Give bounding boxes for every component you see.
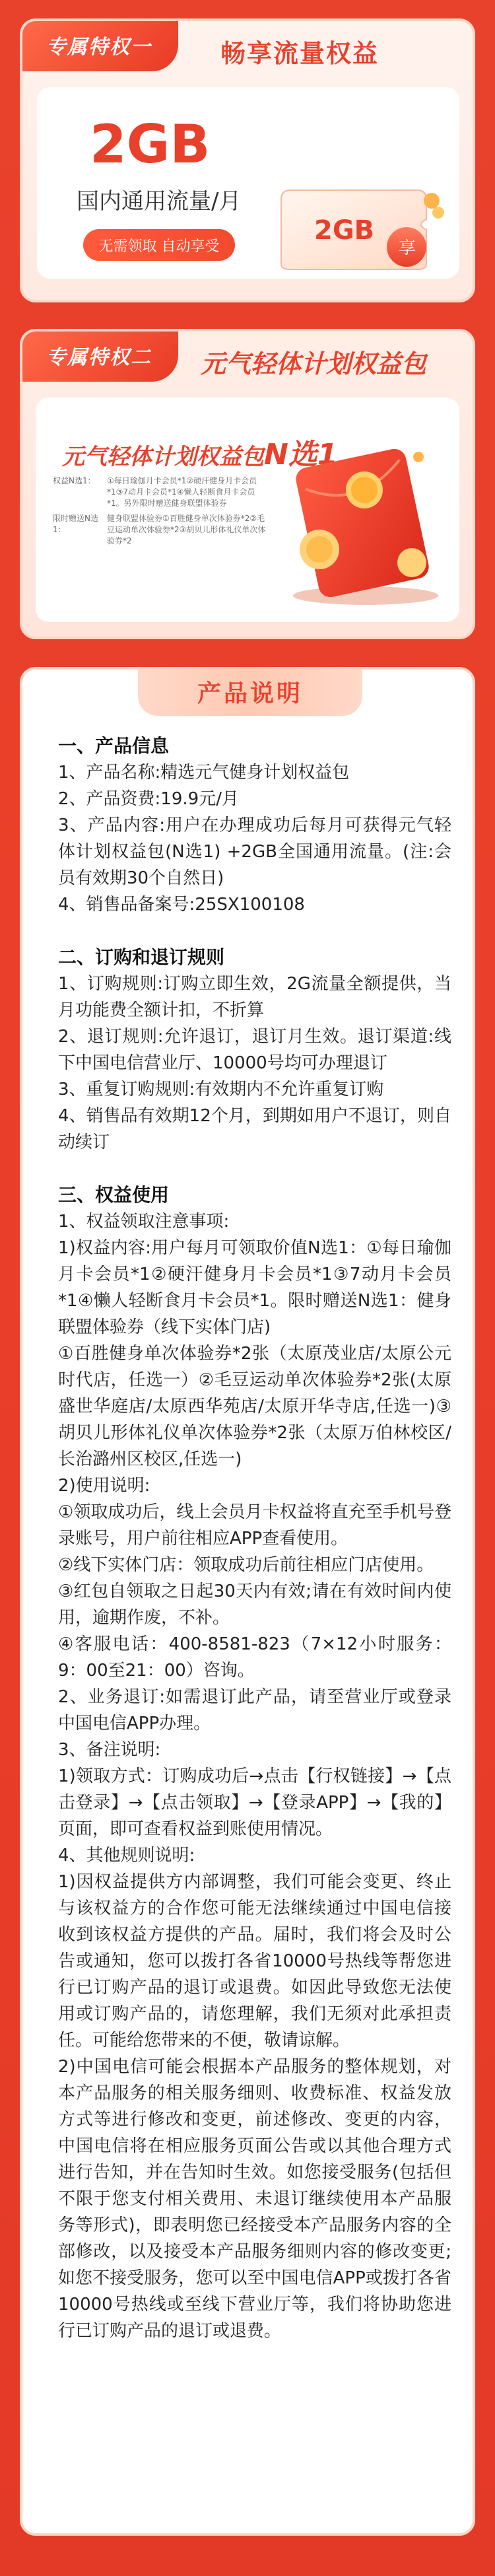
section-banner: 产品说明 xyxy=(138,667,362,716)
flow-ticket-icon xyxy=(275,186,446,272)
rule-value: 健身联盟体验券①百胜健身单次体验券*2②毛豆运动单次体验券*2③胡贝儿形体礼仪单次体验券*2 xyxy=(107,514,266,545)
package-rule-row xyxy=(53,513,271,547)
paragraph: 3、重复订购规则:有效期内不允许重复订购 xyxy=(58,1080,384,1099)
rule-key: 限时赠送N选1： xyxy=(53,514,98,534)
paragraph: 2)使用说明: xyxy=(58,1476,150,1496)
paragraph: 1)权益内容:用户每月可领取价值N选1：①每日瑜伽月卡会员*1②硬汗健身月卡会员*1③7动月卡会员*1④懒人轻断食月卡会员*1。限时赠送N选1：健身联盟体验券（线下实体门店) xyxy=(58,1238,451,1337)
flow-amount: 2GB xyxy=(90,114,211,175)
paragraph: 1、权益领取注意事项: xyxy=(58,1212,230,1232)
paragraph: 2、退订规则:允许退订，退订月生效。退订渠道:线下中国电信营业厅、10000号均可办理退订 xyxy=(58,1027,451,1073)
privilege-card-1 xyxy=(20,18,475,302)
paragraph: 1、订购规则:订购立即生效，2G流量全额提供，当月功能费全额计扣，不折算 xyxy=(58,974,451,1020)
privilege-card-2 xyxy=(20,329,475,639)
package-panel xyxy=(36,398,459,622)
section-gap xyxy=(58,1156,451,1182)
card2-header: 元气轻体计划权益包 xyxy=(201,349,427,378)
paragraph: 2、业务退订:如需退订此产品，请至营业厅或登录中国电信APP办理。 xyxy=(58,1687,451,1733)
section-heading: 三、权益使用 xyxy=(58,1184,170,1206)
package-rules xyxy=(53,475,271,551)
paragraph: 1、产品名称:精选元气健身计划权益包 xyxy=(58,763,350,783)
rule-key: 权益N选1： xyxy=(53,476,96,485)
section-heading: 一、产品信息 xyxy=(58,735,170,757)
paragraph: 3、产品内容:用户在办理成功后每月可获得元气轻体计划权益包(N选1) +2GB全国通用流量。(注:会员有效期30个自然日) xyxy=(58,816,451,888)
ticket-text: 2GB xyxy=(314,215,375,246)
red-packet-icon xyxy=(280,417,451,609)
paragraph: 1)因权益提供方内部调整，我们可能会变更、终止与该权益方的合作您可能无法继续通过中国电信接收到该权益方提供的产品。届时，我们将会及时公告或通知，您可以拨打各省10000号热线等帮您进行已订购产品的退订或退费。如因此导致您无法使用或订购产品的，请您理解，我们无须对此承担责任。可能给您带来的不便，敬请谅解。 xyxy=(58,1872,451,2050)
ticket-sub: 享 xyxy=(399,238,416,258)
paragraph: ②线下实体门店：领取成功后前往相应门店使用。 xyxy=(58,1555,434,1575)
paragraph: 4、销售品备案号:25SX100108 xyxy=(58,895,305,915)
paragraph: ①百胜健身单次体验券*2张（太原茂业店/太原公元时代店，任选一）②毛豆运动单次体验券*2张(太原盛世华庭店/太原西华苑店/太原开华寺店,任选一)③胡贝儿形体礼仪单次体验券*2张（太原万伯林校区/长治潞州区校区,任选一) xyxy=(58,1344,451,1469)
paragraph: 4、其他规则说明: xyxy=(58,1846,195,1865)
product-explanation-card xyxy=(20,667,475,2536)
explanation-content xyxy=(58,733,451,2344)
section-gap xyxy=(58,918,451,944)
package-title-text: 元气轻体计划权益包 xyxy=(62,444,264,470)
paragraph: ①领取成功后，线上会员月卡权益将直充至手机号登录账号，用户前往相应APP查看使用。 xyxy=(58,1502,451,1549)
paragraph: ④客服电话：400-8581-823（7×12小时服务：9：00至21：00）咨询。 xyxy=(58,1634,451,1681)
auto-enjoy-pill: 无需领取 自动享受 xyxy=(83,229,235,261)
package-n-choice: N选1 xyxy=(264,438,338,471)
paragraph: 1)领取方式：订购成功后→点击【行权链接】→【点击登录】→【点击领取】→【登录APP】→【我的】页面，即可查看权益到账使用情况。 xyxy=(58,1766,451,1839)
rule-value: ①每日瑜伽月卡会员*1②硬汗健身月卡会员*1③7动月卡会员*1④懒人轻断食月卡会员*1。另外限时赠送健身联盟体验券 xyxy=(107,476,257,508)
flow-panel xyxy=(37,87,459,279)
section-heading: 二、订购和退订规则 xyxy=(58,946,225,968)
paragraph: ③红包自领取之日起30天内有效;请在有效时间内使用，逾期作废，不补。 xyxy=(58,1582,451,1628)
privilege-tag-2: 专属特权二 xyxy=(20,329,178,382)
paragraph: 2)中国电信可能会根据本产品服务的整体规划，对本产品服务的相关服务细则、收费标准、权益发放方式等进行修改和变更，前述修改、变更的内容，中国电信将在相应服务页面公告或以其他合理方式进行告知，并在告知时生效。如您接受服务(包括但不限于您支付相关费用、未退订继续使用本产品服务等形式)，即表明您已经接受本产品服务内容的全部修改，以及接受本产品服务细则内容的修改变更;如您不接受服务，您可以至中国电信APP或拨打各省10000号热线或至线下营业厅等，我们将协助您进行已订购产品的退订或退费。 xyxy=(58,2057,451,2341)
card1-header: 畅享流量权益 xyxy=(220,39,380,68)
package-rule-row xyxy=(53,475,271,509)
paragraph: 4、销售品有效期12个月，到期如用户不退订，则自动续订 xyxy=(58,1106,451,1152)
privilege-tag-1: 专属特权一 xyxy=(20,18,178,71)
flow-desc: 国内通用流量/月 xyxy=(77,188,242,215)
paragraph: 3、备注说明: xyxy=(58,1740,161,1760)
paragraph: 2、产品资费:19.9元/月 xyxy=(58,789,239,809)
